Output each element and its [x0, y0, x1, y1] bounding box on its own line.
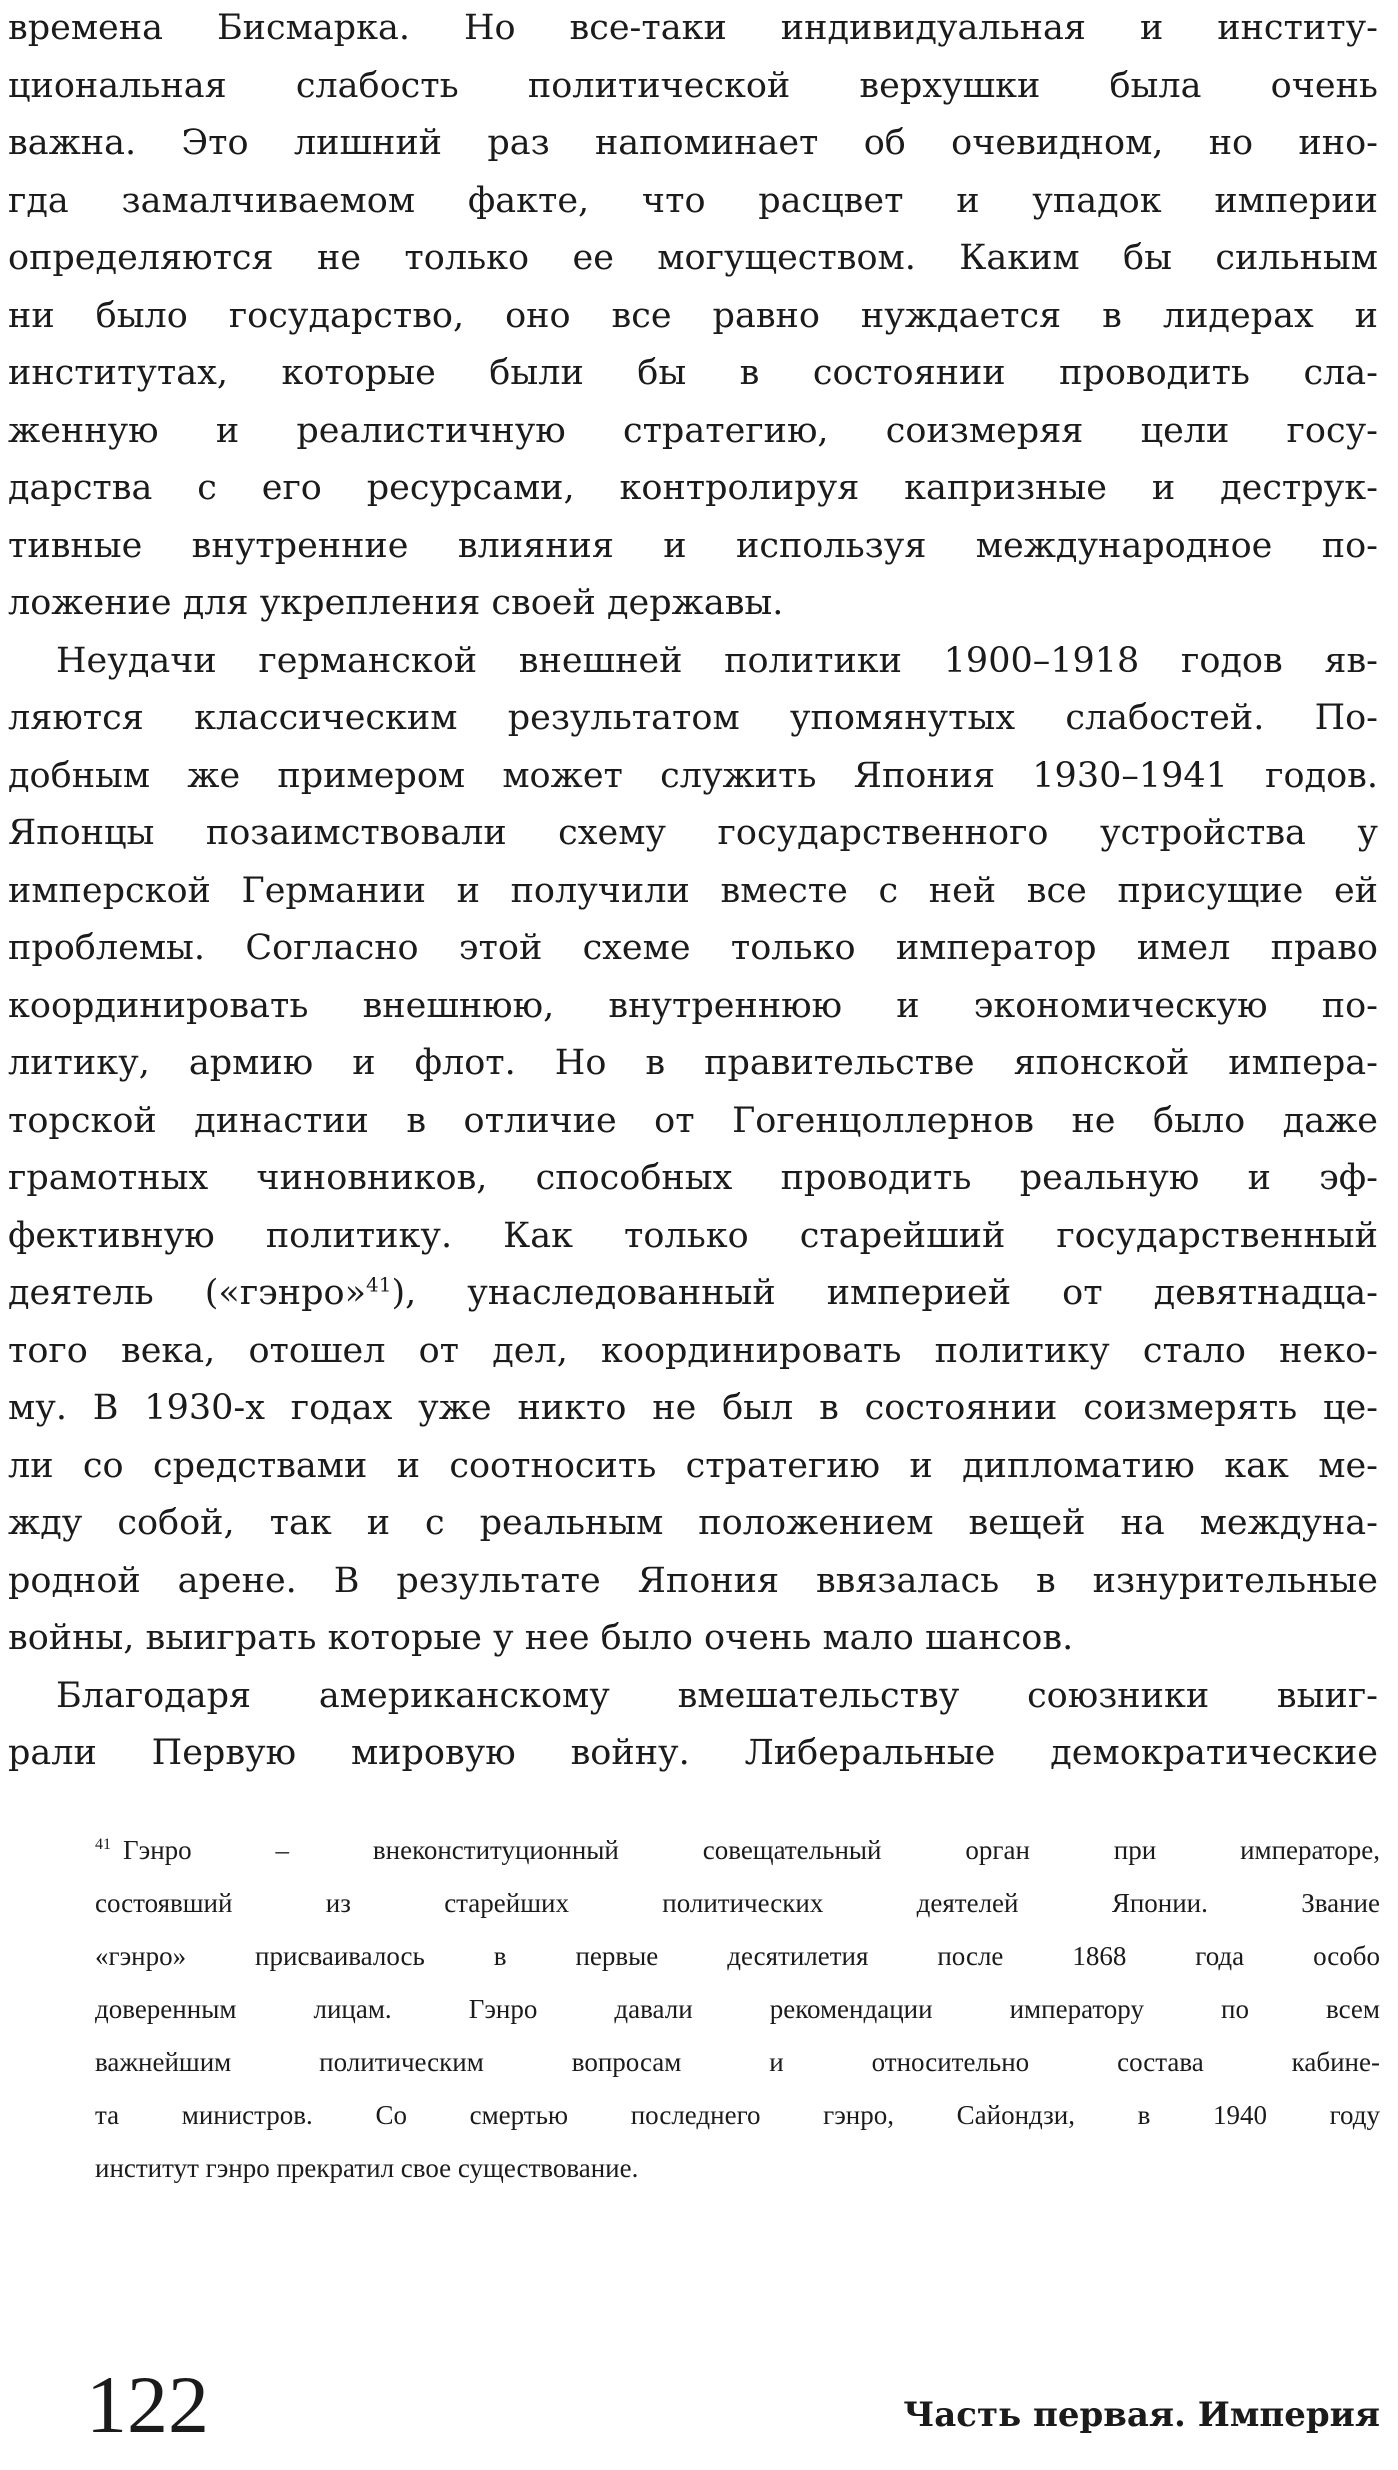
text-line: Благодаря американскому вмешательству союзники выиг-: [56, 1675, 1378, 1716]
text-line: ложение для укрепления своей державы.: [8, 583, 784, 623]
text-line: тивные внутренние влияния и используя международное по-: [8, 525, 1378, 566]
text-line: добным же примером может служить Япония 1930–1941 годов.: [8, 755, 1378, 796]
text-line: женную и реалистичную стратегию, соизмеряя цели госу-: [8, 410, 1378, 451]
text-line: ляются классическим результатом упомянутых слабостей. По-: [8, 698, 1378, 738]
running-head: Часть первая. Империя: [903, 2395, 1380, 2435]
text-line: торской династии в отличие от Гогенцоллернов не было даже: [8, 1100, 1378, 1141]
text-line: институтах, которые были бы в состоянии проводить сла-: [8, 353, 1378, 393]
footnote-line: важнейшим политическим вопросам и относительно состава кабине-: [95, 2047, 1380, 2077]
text-line: родной арене. В результате Япония ввязалась в изнурительные: [8, 1560, 1378, 1601]
text-line: важна. Это лишний раз напоминает об очевидном, но ино-: [8, 123, 1378, 163]
page-footer: [0, 2360, 1398, 2460]
footnotes-area: [95, 1824, 1380, 2195]
text-line-with-footnote-ref: [8, 1265, 1378, 1323]
text-line: проблемы. Согласно этой схеме только император имел право: [8, 928, 1378, 968]
text-line: гда замалчиваемом факте, что расцвет и упадок империи: [8, 180, 1378, 221]
text-line: циональная слабость политической верхушки была очень: [8, 65, 1378, 106]
paragraph-3: [8, 1668, 1378, 1783]
text-line: му. В 1930-х годах уже никто не был в состоянии соизмерять це-: [8, 1388, 1378, 1428]
footnote-marker: 41: [95, 1836, 111, 1853]
text-line: того века, отошел от дел, координировать политику стало неко-: [8, 1330, 1378, 1371]
footnote-line: состоявший из старейших политических деятелей Японии. Звание: [95, 1888, 1380, 1918]
text-line: грамотных чиновников, способных проводить реальную и эф-: [8, 1158, 1378, 1198]
text-line: ни было государство, оно все равно нуждается в лидерах и: [8, 295, 1378, 336]
footnote-line: та министров. Со смертью последнего гэнро, Сайондзи, в 1940 году: [95, 2100, 1380, 2130]
text-line: координировать внешнюю, внутреннюю и экономическую по-: [8, 985, 1378, 1026]
text-line: определяются не только ее могуществом. Каким бы сильным: [8, 238, 1378, 278]
text-line: рали Первую мировую войну. Либеральные демократические: [8, 1733, 1378, 1773]
footnote-reference[interactable]: 41: [366, 1272, 392, 1297]
text-line: Японцы позаимствовали схему государственного устройства у: [8, 813, 1378, 853]
footnote-line: «гэнро» присваивалось в первые десятилетия после 1868 года особо: [95, 1941, 1380, 1971]
text-line: Неудачи германской внешней политики 1900–1918 годов яв-: [56, 640, 1378, 681]
footnote-line: [95, 1824, 1380, 1877]
text-line: времена Бисмарка. Но все-таки индивидуальная и институ-: [8, 8, 1378, 48]
text-line: жду собой, так и с реальным положением вещей на междуна-: [8, 1503, 1378, 1543]
text-line: ли со средствами и соотносить стратегию и дипломатию как ме-: [8, 1445, 1378, 1486]
page-number: 122: [86, 2359, 209, 2450]
text-segment: ), унаследованный империей от девятнадца-: [391, 1273, 1378, 1313]
text-segment: деятель («гэнро»: [8, 1273, 366, 1313]
text-line: литику, армию и флот. Но в правительстве японской импера-: [8, 1043, 1378, 1083]
footnote-41: [95, 1824, 1380, 2195]
text-line: дарства с его ресурсами, контролируя капризные и деструк-: [8, 468, 1378, 508]
text-line: имперской Германии и получили вместе с ней все присущие ей: [8, 870, 1378, 911]
text-segment: Гэнро – внеконституционный совещательный орган при императоре,: [123, 1835, 1380, 1865]
paragraph-2: [8, 633, 1378, 1668]
footnote-line: институт гэнро прекратил свое существование.: [95, 2153, 639, 2183]
paragraph-1: [8, 0, 1378, 633]
text-line: фективную политику. Как только старейший государственный: [8, 1215, 1378, 1256]
footnote-line: доверенным лицам. Гэнро давали рекомендации императору по всем: [95, 1994, 1380, 2024]
text-line: войны, выиграть которые у нее было очень мало шансов.: [8, 1618, 1074, 1658]
main-text: [8, 0, 1378, 1783]
